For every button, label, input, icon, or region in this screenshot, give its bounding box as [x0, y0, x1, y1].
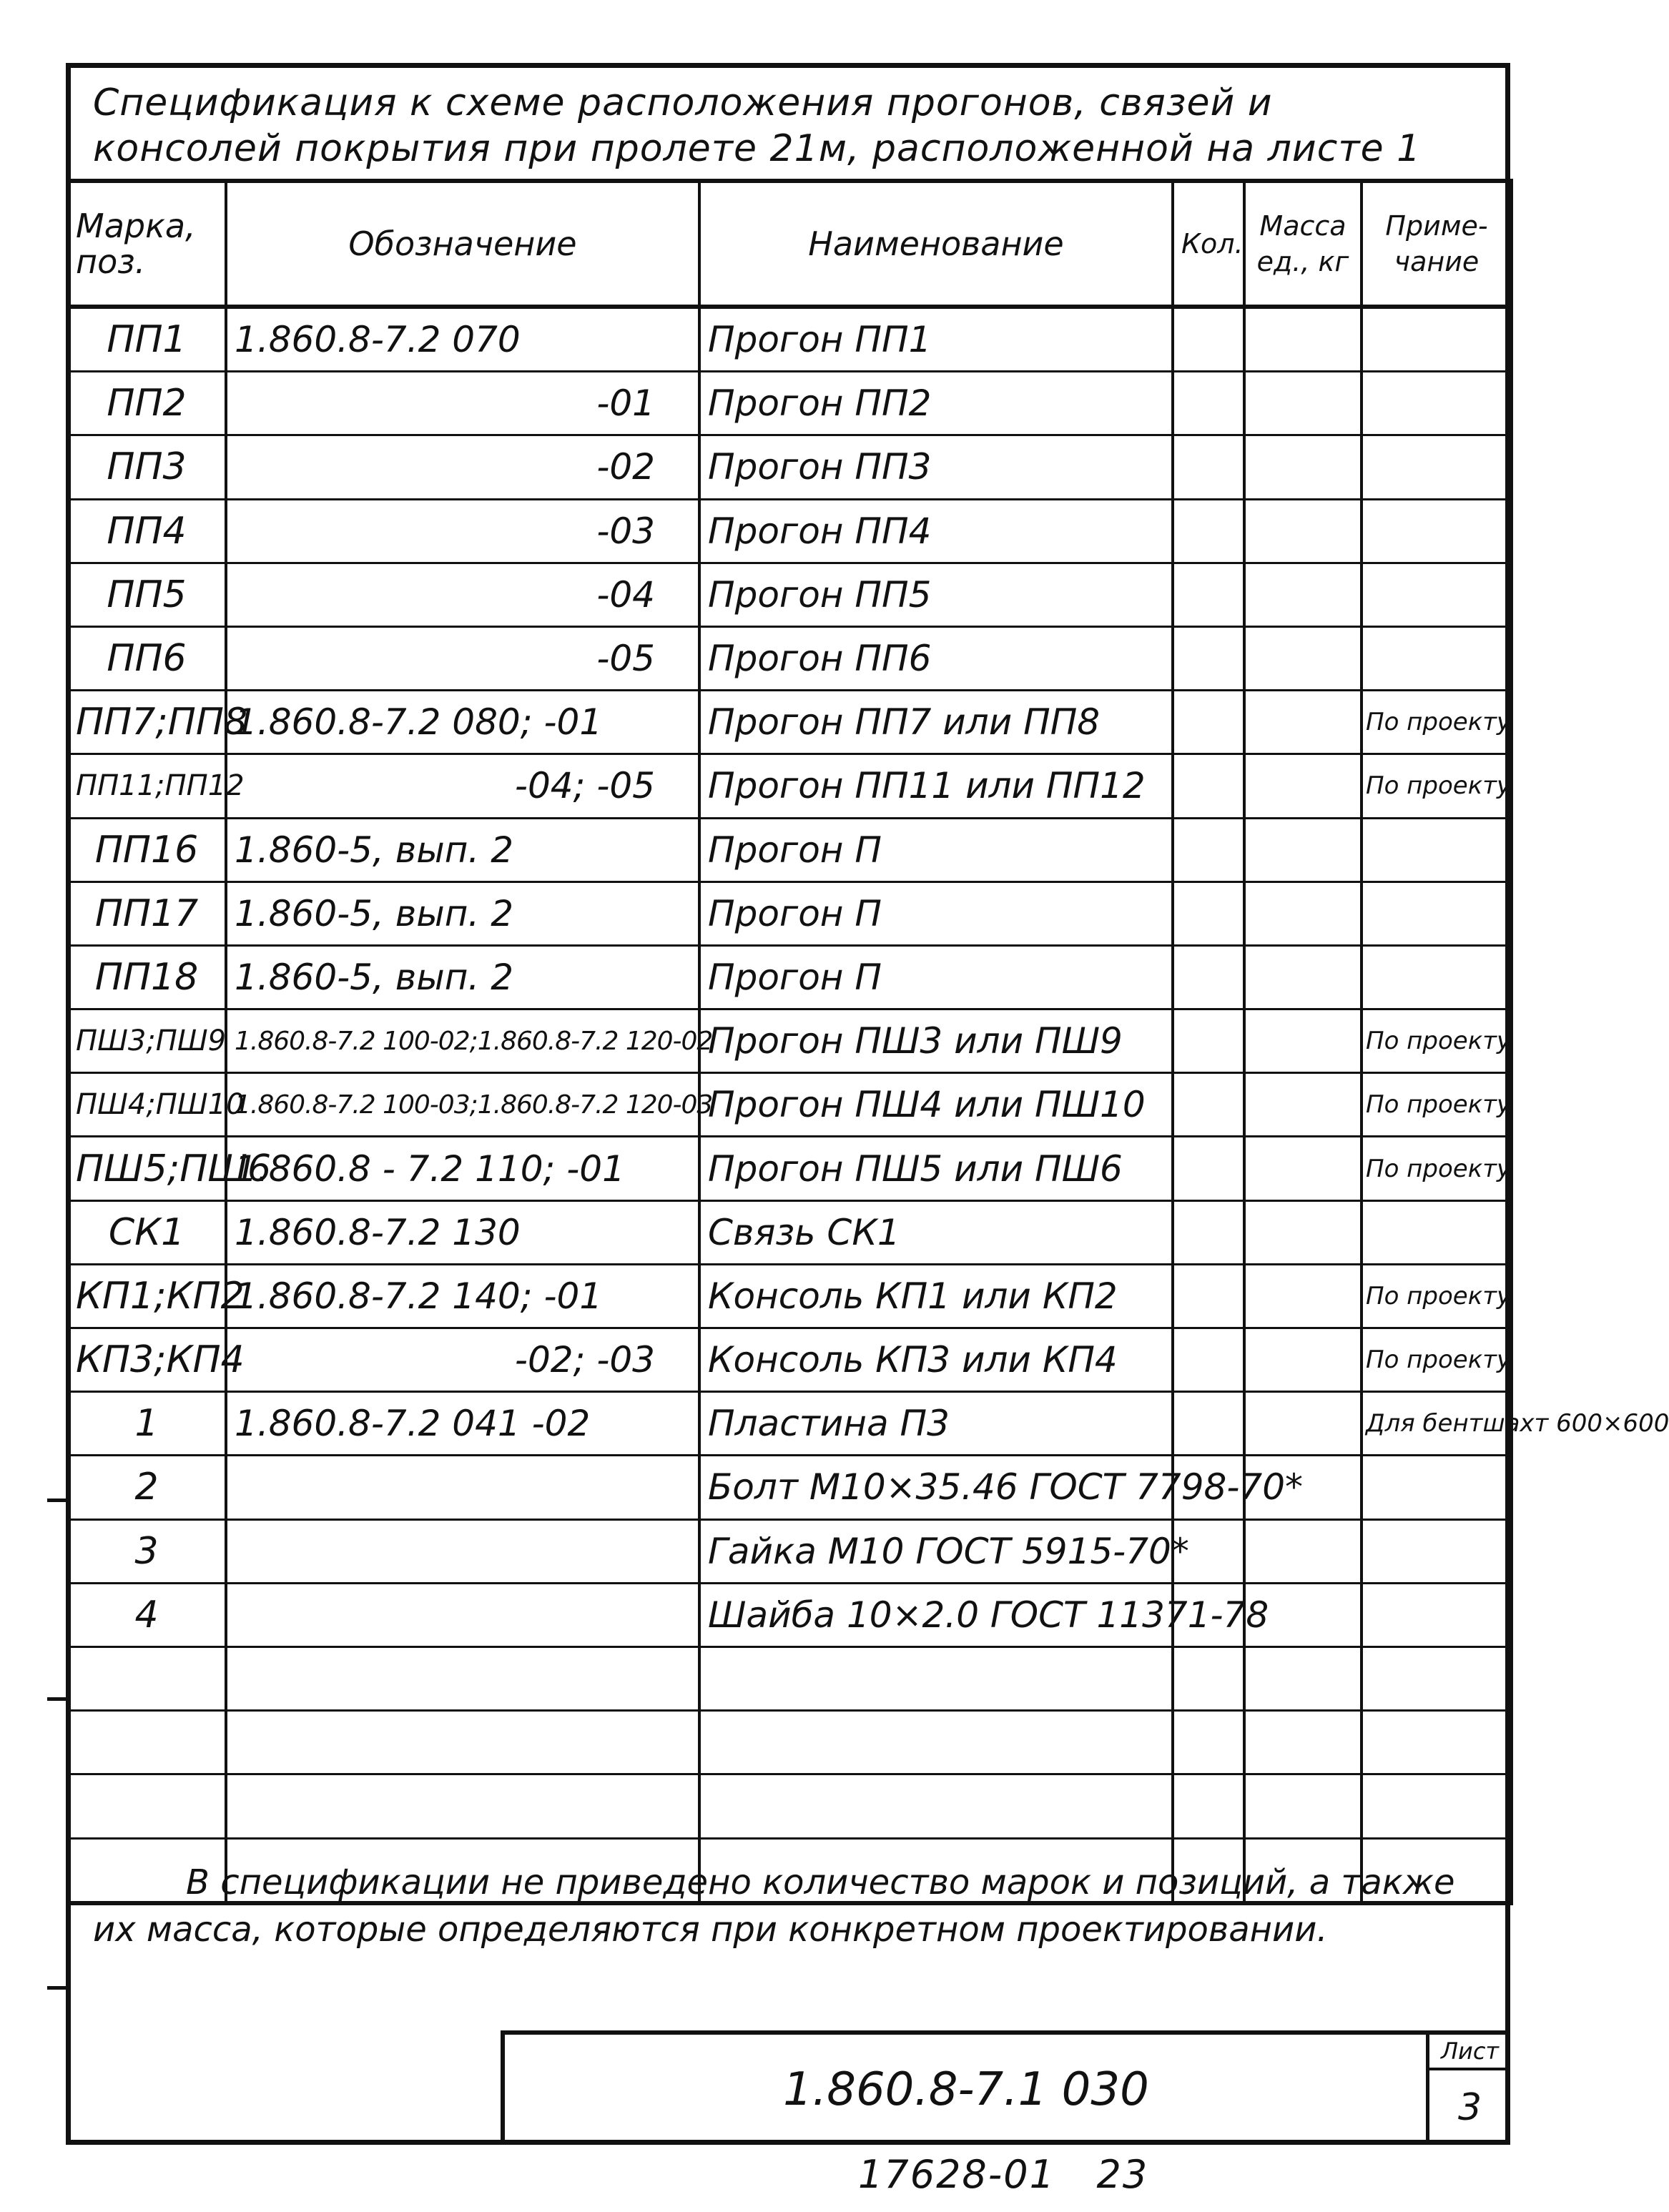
header-name: Наименование: [699, 181, 1173, 307]
header-designation: Обозначение: [226, 181, 699, 307]
cell-qty: [1173, 563, 1244, 626]
cell-qty: [1173, 945, 1244, 1009]
table-row: [67, 1328, 1512, 1392]
cell-qty: [1173, 754, 1244, 818]
cell-mass: [1244, 1328, 1362, 1392]
cell-mark: ПП7;ПП8: [67, 691, 226, 754]
cell-mark: КП1;КП2: [67, 1264, 226, 1328]
cell-mark: ПШ3;ПШ9: [67, 1009, 226, 1073]
cell-mass: [1244, 563, 1362, 626]
title-line-1: Спецификация к схеме расположения прогонов, связей и: [93, 82, 1273, 124]
cell-note: [1362, 499, 1512, 563]
cell-mark: ПП6: [67, 626, 226, 690]
cell-designation: -02: [226, 435, 699, 499]
cell-mass: [1244, 307, 1362, 372]
table-row: [67, 1646, 1512, 1710]
cell-name: Болт М10×35.46 ГОСТ 7798-70*: [699, 1456, 1173, 1519]
cell-note: По проекту: [1362, 1137, 1512, 1200]
cell-note: [1362, 307, 1512, 372]
table-row: [67, 945, 1512, 1009]
table-row: [67, 818, 1512, 882]
table-row: [67, 435, 1512, 499]
cell-mass: [1244, 1646, 1362, 1710]
table-row: [67, 754, 1512, 818]
header-mass: Масса ед., кг: [1244, 181, 1362, 307]
sheet-label: Лист: [1429, 2035, 1510, 2070]
cell-mark: 4: [67, 1583, 226, 1646]
cell-qty: [1173, 626, 1244, 690]
table-row: [67, 691, 1512, 754]
sheet-box: [1426, 2035, 1510, 2145]
cell-qty: [1173, 1392, 1244, 1456]
cell-mark: ПП16: [67, 818, 226, 882]
cell-qty: [1173, 499, 1244, 563]
cell-qty: [1173, 1137, 1244, 1200]
cell-mass: [1244, 626, 1362, 690]
cell-name: [699, 1711, 1173, 1774]
cell-mass: [1244, 754, 1362, 818]
cell-mark: 1: [67, 1392, 226, 1456]
cell-name: Прогон ПП7 или ПП8: [699, 691, 1173, 754]
cell-qty: [1173, 307, 1244, 372]
cell-designation: 1.860.8-7.2 100-03;1.860.8-7.2 120-03: [226, 1073, 699, 1137]
cell-note: [1362, 626, 1512, 690]
cell-name: Прогон ПП6: [699, 626, 1173, 690]
cell-designation: [226, 1583, 699, 1646]
cell-mass: [1244, 372, 1362, 435]
cell-note: [1362, 1200, 1512, 1264]
cell-designation: 1.860-5, вып. 2: [226, 818, 699, 882]
cell-name: Прогон ПП1: [699, 307, 1173, 372]
cell-note: По проекту: [1362, 1073, 1512, 1137]
margin-tick: [47, 1498, 69, 1502]
cell-mark: ПП2: [67, 372, 226, 435]
cell-note: [1362, 945, 1512, 1009]
cell-designation: 1.860.8-7.2 130: [226, 1200, 699, 1264]
cell-mark: ПП18: [67, 945, 226, 1009]
table-row: [67, 499, 1512, 563]
cell-name: [699, 1774, 1173, 1838]
cell-mark: ПП4: [67, 499, 226, 563]
cell-name: Консоль КП3 или КП4: [699, 1328, 1173, 1392]
cell-note: [1362, 1646, 1512, 1710]
cell-designation: 1.860.8-7.2 100-02;1.860.8-7.2 120-02: [226, 1009, 699, 1073]
header-qty: Кол.: [1173, 181, 1244, 307]
cell-name: Связь СК1: [699, 1200, 1173, 1264]
cell-note: По проекту: [1362, 691, 1512, 754]
cell-note: Для бентшахт 600×600: [1362, 1392, 1512, 1456]
archive-number: 17628-01 23: [858, 2152, 1149, 2197]
table-row: [67, 1264, 1512, 1328]
cell-mass: [1244, 435, 1362, 499]
cell-qty: [1173, 372, 1244, 435]
cell-qty: [1173, 882, 1244, 945]
cell-note: По проекту: [1362, 754, 1512, 818]
cell-qty: [1173, 1774, 1244, 1838]
cell-mark: 2: [67, 1456, 226, 1519]
title-line-2: консолей покрытия при пролете 21м, расположенной на листе 1: [93, 127, 1422, 170]
cell-designation: -04: [226, 563, 699, 626]
table-row: [67, 1392, 1512, 1456]
cell-designation: 1.860.8 - 7.2 110; -01: [226, 1137, 699, 1200]
cell-designation: 1.860.8-7.2 070: [226, 307, 699, 372]
cell-qty: [1173, 1200, 1244, 1264]
cell-designation: [226, 1646, 699, 1710]
title-block: [501, 2030, 1510, 2145]
sheet-number: 3: [1457, 2086, 1482, 2129]
cell-mass: [1244, 1200, 1362, 1264]
cell-mass: [1244, 499, 1362, 563]
table-row: [67, 1711, 1512, 1774]
cell-note: [1362, 1711, 1512, 1774]
cell-mass: [1244, 945, 1362, 1009]
cell-qty: [1173, 1073, 1244, 1137]
cell-designation: [226, 1519, 699, 1583]
table-row: [67, 1200, 1512, 1264]
cell-mark: ПП3: [67, 435, 226, 499]
cell-note: [1362, 818, 1512, 882]
cell-designation: -02; -03: [226, 1328, 699, 1392]
cell-designation: 1.860.8-7.2 080; -01: [226, 691, 699, 754]
cell-note: [1362, 1583, 1512, 1646]
header-note: Приме- чание: [1362, 181, 1512, 307]
cell-mark: ПП17: [67, 882, 226, 945]
table-header-row: [67, 181, 1512, 307]
cell-mass: [1244, 1137, 1362, 1200]
cell-qty: [1173, 818, 1244, 882]
cell-note: [1362, 435, 1512, 499]
header-mark: Марка, поз.: [67, 181, 226, 307]
cell-mass: [1244, 1073, 1362, 1137]
table-row: [67, 626, 1512, 690]
cell-designation: [226, 1711, 699, 1774]
cell-qty: [1173, 1711, 1244, 1774]
cell-designation: -01: [226, 372, 699, 435]
cell-designation: [226, 1774, 699, 1838]
cell-designation: 1.860-5, вып. 2: [226, 882, 699, 945]
cell-mark: 3: [67, 1519, 226, 1583]
spec-note: [93, 1859, 1480, 1953]
table-row: [67, 1519, 1512, 1583]
cell-note: [1362, 563, 1512, 626]
table-row: [67, 1137, 1512, 1200]
cell-qty: [1173, 1328, 1244, 1392]
cell-note: [1362, 1456, 1512, 1519]
cell-designation: 1.860.8-7.2 041 -02: [226, 1392, 699, 1456]
cell-mass: [1244, 1519, 1362, 1583]
table-row: [67, 1456, 1512, 1519]
cell-mark: ПП11;ПП12: [67, 754, 226, 818]
table-row: [67, 307, 1512, 372]
table-row: [67, 1774, 1512, 1838]
cell-note: По проекту: [1362, 1009, 1512, 1073]
cell-qty: [1173, 1264, 1244, 1328]
spec-title: [93, 80, 1495, 172]
cell-note: [1362, 1519, 1512, 1583]
cell-name: Консоль КП1 или КП2: [699, 1264, 1173, 1328]
document-code: 1.860.8-7.1 030: [783, 2063, 1149, 2116]
cell-qty: [1173, 435, 1244, 499]
cell-mark: ПП1: [67, 307, 226, 372]
cell-name: [699, 1646, 1173, 1710]
cell-mark: КП3;КП4: [67, 1328, 226, 1392]
cell-designation: [226, 1456, 699, 1519]
table-row: [67, 563, 1512, 626]
cell-name: Прогон ПШ3 или ПШ9: [699, 1009, 1173, 1073]
cell-name: Шайба 10×2.0 ГОСТ 11371-78: [699, 1583, 1173, 1646]
cell-mark: [67, 1711, 226, 1774]
cell-qty: [1173, 691, 1244, 754]
cell-name: Гайка М10 ГОСТ 5915-70*: [699, 1519, 1173, 1583]
cell-name: Прогон П: [699, 945, 1173, 1009]
cell-mark: [67, 1646, 226, 1710]
cell-qty: [1173, 1009, 1244, 1073]
table-body: [67, 307, 1669, 1903]
cell-name: Прогон ПП3: [699, 435, 1173, 499]
cell-mark: ПШ4;ПШ10: [67, 1073, 226, 1137]
cell-name: Прогон ПП4: [699, 499, 1173, 563]
cell-designation: 1.860.8-7.2 140; -01: [226, 1264, 699, 1328]
cell-mass: [1244, 882, 1362, 945]
cell-designation: 1.860-5, вып. 2: [226, 945, 699, 1009]
cell-designation: -05: [226, 626, 699, 690]
cell-name: Прогон ПП5: [699, 563, 1173, 626]
table-row: [67, 1009, 1512, 1073]
table-row: [67, 1583, 1512, 1646]
margin-tick: [47, 1697, 69, 1701]
note-text: В спецификации не приведено количество марок и позиций, а также их масса, которые определяются при конкретном проектировании.: [93, 1862, 1455, 1950]
margin-tick: [47, 1986, 69, 1990]
cell-mass: [1244, 1774, 1362, 1838]
cell-name: Прогон ПШ5 или ПШ6: [699, 1137, 1173, 1200]
table-row: [67, 1073, 1512, 1137]
cell-note: [1362, 372, 1512, 435]
cell-qty: [1173, 1646, 1244, 1710]
cell-name: Пластина П3: [699, 1392, 1173, 1456]
cell-note: По проекту: [1362, 1264, 1512, 1328]
cell-mass: [1244, 818, 1362, 882]
cell-note: [1362, 1774, 1512, 1838]
cell-note: По проекту: [1362, 1328, 1512, 1392]
cell-mass: [1244, 1009, 1362, 1073]
cell-mark: ПШ5;ПШ6: [67, 1137, 226, 1200]
cell-mass: [1244, 1711, 1362, 1774]
cell-mark: СК1: [67, 1200, 226, 1264]
cell-name: Прогон П: [699, 882, 1173, 945]
cell-mass: [1244, 1264, 1362, 1328]
cell-name: Прогон ПШ4 или ПШ10: [699, 1073, 1173, 1137]
specification-table: [66, 179, 1669, 1905]
cell-mass: [1244, 1392, 1362, 1456]
cell-name: Прогон ПП2: [699, 372, 1173, 435]
cell-mark: [67, 1774, 226, 1838]
cell-designation: -03: [226, 499, 699, 563]
table-row: [67, 882, 1512, 945]
cell-note: [1362, 882, 1512, 945]
cell-name: Прогон П: [699, 818, 1173, 882]
table-row: [67, 372, 1512, 435]
cell-name: Прогон ПП11 или ПП12: [699, 754, 1173, 818]
cell-mass: [1244, 691, 1362, 754]
cell-designation: -04; -05: [226, 754, 699, 818]
cell-mark: ПП5: [67, 563, 226, 626]
